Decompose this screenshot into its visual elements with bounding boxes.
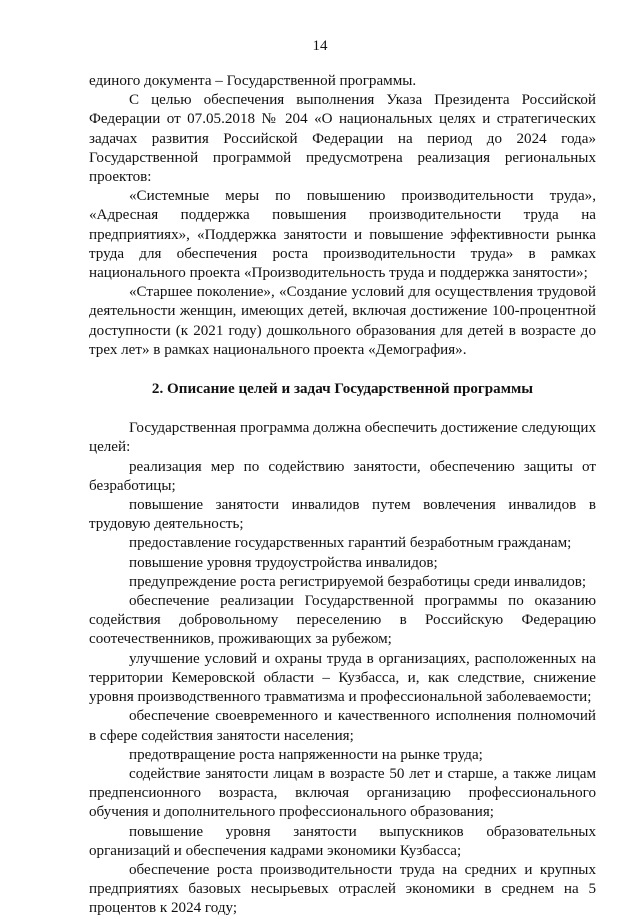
intro-paragraph-4: «Старшее поколение», «Создание условий для осуществления трудовой деятельности женщин, имеющих детей, включая достижение 100-процентной доступности (к 2021 году) дошкольного образования для детей в возрасте до трех лет» в рамках национального проекта «Демография». [89, 284, 596, 358]
intro-paragraph-2: С целью обеспечения выполнения Указа Президента Российской Федерации от 07.05.2018 № 204 «О национальных целях и стратегических задачах развития Российской Федерации на период до 2024 года» Государственной программой предусмотрена реализация региональных проектов: [89, 92, 596, 186]
goals-list [89, 458, 596, 919]
section-heading: 2. Описание целей и задач Государственной программы [151, 381, 534, 398]
goals-lead-paragraph: Государственная программа должна обеспечить достижение следующих целей: [89, 420, 596, 456]
goal-item: предупреждение роста регистрируемой безработицы среди инвалидов; [129, 573, 587, 590]
page-number: 14 [312, 38, 328, 54]
goal-item: обеспечение своевременного и качественного исполнения полномочий в сфере содействия занятости населения; [89, 708, 596, 744]
goal-item: обеспечение роста производительности труда на средних и крупных предприятиях базовых несырьевых отраслей экономики в среднем на 5 процентов к 2024 году; [89, 861, 596, 917]
spacer [89, 399, 596, 419]
intro-paragraph-1: единого документа – Государственной программы. [89, 73, 417, 89]
goal-item: повышение уровня занятости выпускников образовательных организаций и обеспечения кадрами экономики Кузбасса; [89, 823, 596, 859]
goal-item: реализация мер по содействию занятости, обеспечению защиты от безработицы; [89, 458, 596, 494]
goal-item: повышение занятости инвалидов путем вовлечения инвалидов в трудовую деятельность; [89, 497, 596, 533]
intro-paragraph-3: «Системные меры по повышению производительности труда», «Адресная поддержка повышения производительности труда на предприятиях», «Поддержка занятости и повышение эффективности рынка труда для обеспечения роста производительности труда» в рамках национального проекта «Производительность труда и поддержка занятости»; [89, 188, 596, 282]
goal-item: повышение уровня трудоустройства инвалидов; [129, 554, 438, 571]
goal-item: содействие занятости лицам в возрасте 50 лет и старше, а также лицам предпенсионного возраста, включая организацию профессионального обучения и дополнительного профессионального образования; [89, 765, 596, 821]
goal-item: улучшение условий и охраны труда в организациях, расположенных на территории Кемеровской области – Кузбасса, и, как следствие, снижение уровня производственного травматизма и профессиональной заболеваемости; [89, 650, 596, 706]
spacer [89, 360, 596, 380]
goal-item: предотвращение роста напряженности на рынке труда; [129, 746, 483, 763]
goal-item: обеспечение реализации Государственной программы по оказанию содействия добровольному переселению в Российскую Федерацию соотечественников, проживающих за рубежом; [89, 593, 596, 648]
goal-item: предоставление государственных гарантий безработным гражданам; [129, 535, 572, 552]
document-body [89, 72, 596, 919]
